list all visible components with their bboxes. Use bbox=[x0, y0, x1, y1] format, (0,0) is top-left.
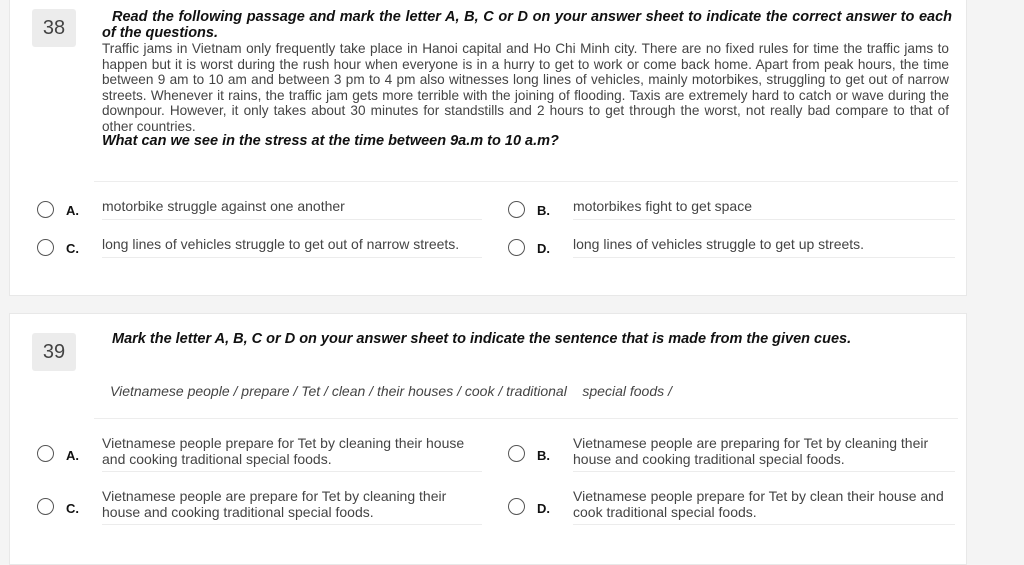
given-cues: Vietnamese people / prepare / Tet / clean / their houses / cook / traditional special foods / bbox=[110, 383, 672, 399]
option-a-radio[interactable] bbox=[37, 445, 54, 462]
option-b-text[interactable]: motorbikes fight to get space bbox=[573, 199, 955, 220]
question-instruction: Mark the letter A, B, C or D on your answer sheet to indicate the sentence that is made from the given cues. bbox=[112, 331, 852, 347]
question-number: 39 bbox=[32, 333, 76, 371]
divider bbox=[94, 181, 958, 182]
option-d-text[interactable]: long lines of vehicles struggle to get up streets. bbox=[573, 237, 955, 258]
option-c-radio[interactable] bbox=[37, 239, 54, 256]
option-c-radio[interactable] bbox=[37, 498, 54, 515]
question-text: What can we see in the stress at the time between 9a.m to 10 a.m? bbox=[102, 133, 559, 149]
option-b-letter: B. bbox=[537, 203, 550, 218]
question-card-39 bbox=[9, 313, 967, 565]
option-b-radio[interactable] bbox=[508, 445, 525, 462]
option-d-letter: D. bbox=[537, 501, 550, 516]
divider bbox=[94, 418, 958, 419]
option-d-text[interactable]: Vietnamese people prepare for Tet by clean their house and cook traditional special foods. bbox=[573, 489, 955, 525]
option-a-text[interactable]: Vietnamese people prepare for Tet by cleaning their house and cooking traditional special foods. bbox=[102, 436, 482, 472]
reading-passage: Traffic jams in Vietnam only frequently take place in Hanoi capital and Ho Chi Minh city. There are no fixed rules for time the traffic jams to happen but it is worst during the rush hour when everyone is in a hurry to get to work or come back home. Apart from peak hours, the time between 9 am to 10 am and between 3 pm to 4 pm also witnesses long lines of vehicles, mainly motorbikes, struggling to get out of narrow streets. Whenever it rains, the traffic jam gets more terrible with the joining of flooding. Taxis are extremely hard to catch or wave during the downpour. However, it only takes about 30 minutes for standstills and 2 hours to get through the worst, not really bad compare to that of other countries. bbox=[102, 41, 949, 134]
question-instruction: Read the following passage and mark the letter A, B, C or D on your answer sheet to indicate the correct answer to each of the questions. bbox=[102, 9, 952, 41]
option-b-text[interactable]: Vietnamese people are preparing for Tet by cleaning their house and cooking traditional special foods. bbox=[573, 436, 955, 472]
option-d-letter: D. bbox=[537, 241, 550, 256]
option-c-letter: C. bbox=[66, 501, 79, 516]
option-b-letter: B. bbox=[537, 448, 550, 463]
option-a-text[interactable]: motorbike struggle against one another bbox=[102, 199, 482, 220]
option-d-radio[interactable] bbox=[508, 239, 525, 256]
option-c-letter: C. bbox=[66, 241, 79, 256]
option-a-letter: A. bbox=[66, 203, 79, 218]
option-a-letter: A. bbox=[66, 448, 79, 463]
option-c-text[interactable]: Vietnamese people are prepare for Tet by cleaning their house and cooking traditional special foods. bbox=[102, 489, 482, 525]
option-b-radio[interactable] bbox=[508, 201, 525, 218]
question-card-38 bbox=[9, 0, 967, 296]
option-c-text[interactable]: long lines of vehicles struggle to get out of narrow streets. bbox=[102, 237, 482, 258]
option-a-radio[interactable] bbox=[37, 201, 54, 218]
question-number: 38 bbox=[32, 9, 76, 47]
option-d-radio[interactable] bbox=[508, 498, 525, 515]
